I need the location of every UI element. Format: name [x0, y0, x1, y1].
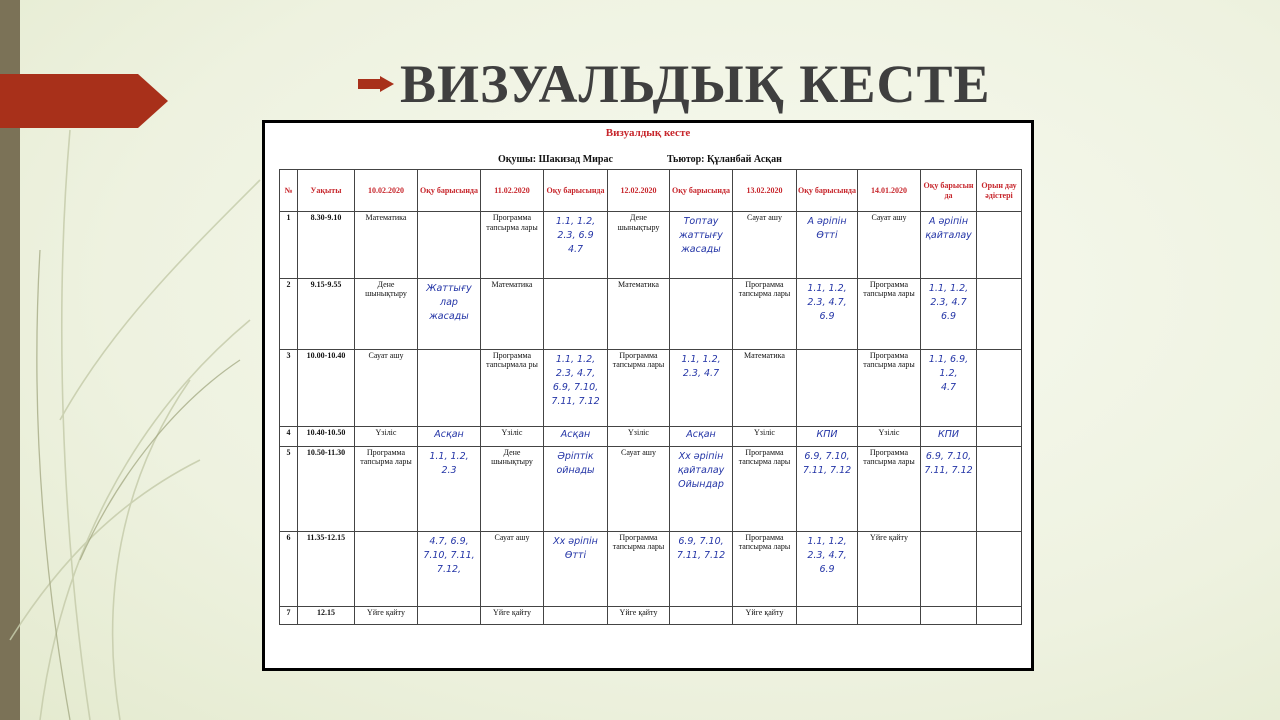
handwritten-note: [545, 280, 606, 282]
column-header: Орын дау әдістері: [977, 170, 1022, 212]
handwritten-note: [798, 351, 856, 353]
progress-note-cell: [921, 426, 977, 446]
handwritten-note: Хх әріпін қайталау Ойындар: [677, 450, 725, 490]
table-header-row: [280, 170, 1022, 212]
row-number: 6: [280, 531, 298, 606]
arrow-bullet-icon: [358, 74, 394, 94]
subject-cell: Программа тапсырма лары: [608, 531, 670, 606]
method-cell: [977, 531, 1022, 606]
subject-cell: [355, 531, 418, 606]
progress-note-cell: [544, 606, 608, 624]
handwritten-note: Асқан: [686, 428, 716, 440]
progress-note-cell: [921, 278, 977, 349]
method-cell: [977, 446, 1022, 531]
column-header: Оқу барысын да: [921, 170, 977, 212]
progress-note-cell: [544, 426, 608, 446]
time-cell: 8.30-9.10: [298, 212, 355, 279]
progress-note-cell: [418, 278, 481, 349]
progress-note-cell: [418, 531, 481, 606]
subject-cell: Математика: [355, 212, 418, 279]
handwritten-note: [419, 213, 479, 215]
progress-note-cell: [921, 531, 977, 606]
title-area: [358, 54, 991, 114]
handwritten-note: Әріптік ойнады: [556, 450, 595, 476]
schedule-document: [262, 120, 1034, 671]
column-header: Оқу барысында: [797, 170, 858, 212]
subject-cell: Программа тапсырма лары: [733, 446, 797, 531]
handwritten-note: Хх әріпін Өтті: [553, 535, 598, 561]
row-number: 7: [280, 606, 298, 624]
handwritten-note: 1.1, 1.2, 2.3, 4.7, 6.9: [807, 535, 847, 575]
handwritten-note: 1.1, 1.2, 2.3, 4.7, 6.9, 7.10, 7.11, 7.12: [551, 353, 600, 407]
progress-note-cell: [921, 349, 977, 426]
subject-cell: Сауат ашу: [481, 531, 544, 606]
progress-note-cell: [544, 278, 608, 349]
table-row: [280, 212, 1022, 279]
handwritten-note: А әріпін Өтті: [807, 216, 847, 241]
document-title: Визуалдық кесте: [605, 127, 691, 139]
column-header: Оқу барысында: [418, 170, 481, 212]
time-cell: 12.15: [298, 606, 355, 624]
column-header: 12.02.2020: [608, 170, 670, 212]
progress-note-cell: [418, 349, 481, 426]
method-cell: [977, 349, 1022, 426]
handwritten-note: [671, 280, 731, 282]
handwritten-note: А әріпін қайталау: [925, 216, 972, 241]
progress-note-cell: [670, 212, 733, 279]
progress-note-cell: [544, 212, 608, 279]
title-arrow-tab: [0, 74, 168, 128]
handwritten-note: 6.9, 7.10, 7.11, 7.12: [802, 450, 852, 476]
row-number: 5: [280, 446, 298, 531]
column-header: 11.02.2020: [481, 170, 544, 212]
subject-cell: Үйге қайту: [481, 606, 544, 624]
progress-note-cell: [418, 426, 481, 446]
handwritten-note: [922, 533, 975, 535]
handwritten-note: 1.1, 1.2, 2.3, 4.7, 6.9: [807, 282, 847, 322]
progress-note-cell: [797, 349, 858, 426]
subject-cell: Программа тапсырма лары: [733, 531, 797, 606]
subject-cell: Сауат ашу: [355, 349, 418, 426]
progress-note-cell: [797, 426, 858, 446]
time-cell: 11.35-12.15: [298, 531, 355, 606]
subject-cell: Сауат ашу: [858, 212, 921, 279]
column-header: Оқу барысында: [670, 170, 733, 212]
method-cell: [977, 606, 1022, 624]
subject-cell: Сауат ашу: [608, 446, 670, 531]
progress-note-cell: [797, 212, 858, 279]
subject-cell: Программа тапсырма лары: [355, 446, 418, 531]
progress-note-cell: [544, 446, 608, 531]
progress-note-cell: [670, 426, 733, 446]
progress-note-cell: [921, 446, 977, 531]
column-header: 14.01.2020: [858, 170, 921, 212]
subject-cell: Программа тапсырма лары: [858, 349, 921, 426]
progress-note-cell: [418, 446, 481, 531]
table-row: [280, 426, 1022, 446]
subject-cell: Сауат ашу: [733, 212, 797, 279]
subject-cell: Программа тапсырма лары: [608, 349, 670, 426]
subject-cell: Программа тапсырмала ры: [481, 349, 544, 426]
subject-cell: Үзіліс: [481, 426, 544, 446]
method-cell: [977, 212, 1022, 279]
handwritten-note: 1.1, 1.2, 2.3: [429, 450, 469, 476]
handwritten-note: КПИ: [938, 428, 959, 440]
subject-cell: Үйге қайту: [355, 606, 418, 624]
table-row: [280, 446, 1022, 531]
handwritten-note: 6.9, 7.10, 7.11, 7.12: [676, 535, 726, 561]
student-label: Оқушы: Шакизад Мирас: [498, 154, 613, 165]
subject-cell: Математика: [481, 278, 544, 349]
time-cell: 10.00-10.40: [298, 349, 355, 426]
column-header: Уақыты: [298, 170, 355, 212]
slide-title: ВИЗУАЛЬДЫҚ КЕСТЕ: [400, 54, 991, 114]
subject-cell: Дене шынықтыру: [355, 278, 418, 349]
subject-cell: Математика: [733, 349, 797, 426]
handwritten-note: Топтау жаттығу жасады: [679, 216, 723, 255]
progress-note-cell: [921, 606, 977, 624]
table-row: [280, 531, 1022, 606]
progress-note-cell: [670, 531, 733, 606]
row-number: 1: [280, 212, 298, 279]
handwritten-note: Жаттығу лар жасады: [426, 282, 472, 322]
progress-note-cell: [544, 531, 608, 606]
column-header: 10.02.2020: [355, 170, 418, 212]
subject-cell: Үзіліс: [608, 426, 670, 446]
subject-cell: Үзіліс: [858, 426, 921, 446]
time-cell: 10.40-10.50: [298, 426, 355, 446]
progress-note-cell: [544, 349, 608, 426]
method-cell: [977, 278, 1022, 349]
column-header: Оқу барысында: [544, 170, 608, 212]
handwritten-note: КПИ: [816, 428, 838, 440]
subject-cell: Үзіліс: [355, 426, 418, 446]
handwritten-note: 1.1, 1.2, 2.3, 4.7: [681, 353, 721, 379]
subject-cell: Программа тапсырма лары: [858, 446, 921, 531]
time-cell: 10.50-11.30: [298, 446, 355, 531]
column-header: №: [280, 170, 298, 212]
progress-note-cell: [797, 446, 858, 531]
handwritten-note: 4.7, 6.9, 7.10, 7.11, 7.12,: [423, 535, 475, 575]
subject-cell: Үйге қайту: [733, 606, 797, 624]
subject-cell: Дене шынықтыру: [481, 446, 544, 531]
row-number: 3: [280, 349, 298, 426]
progress-note-cell: [418, 212, 481, 279]
table-row: [280, 606, 1022, 624]
time-cell: 9.15-9.55: [298, 278, 355, 349]
subject-cell: Үйге қайту: [608, 606, 670, 624]
handwritten-note: Асқан: [560, 428, 591, 440]
row-number: 4: [280, 426, 298, 446]
subject-cell: Дене шынықтыру: [608, 212, 670, 279]
handwritten-note: 6.9, 7.10, 7.11, 7.12: [924, 450, 973, 476]
row-number: 2: [280, 278, 298, 349]
handwritten-note: 1.1, 1.2, 2.3, 4.7 6.9: [928, 282, 969, 322]
method-cell: [977, 426, 1022, 446]
handwritten-note: 1.1, 1.2, 2.3, 6.9 4.7: [555, 216, 596, 255]
tutor-label: Тьютор: Құланбай Асқан: [667, 154, 782, 165]
progress-note-cell: [670, 446, 733, 531]
progress-note-cell: [921, 212, 977, 279]
subject-cell: Программа тапсырма лары: [733, 278, 797, 349]
progress-note-cell: [418, 606, 481, 624]
progress-note-cell: [797, 606, 858, 624]
table-row: [280, 349, 1022, 426]
subject-cell: Үйге қайту: [858, 531, 921, 606]
subject-cell: [858, 606, 921, 624]
subject-cell: Программа тапсырма лары: [858, 278, 921, 349]
table-row: [280, 278, 1022, 349]
progress-note-cell: [670, 278, 733, 349]
subject-cell: Математика: [608, 278, 670, 349]
column-header: 13.02.2020: [733, 170, 797, 212]
schedule-table: [279, 169, 1022, 625]
handwritten-note: Асқан: [434, 428, 464, 440]
handwritten-note: [419, 351, 479, 353]
progress-note-cell: [670, 349, 733, 426]
progress-note-cell: [670, 606, 733, 624]
progress-note-cell: [797, 531, 858, 606]
progress-note-cell: [797, 278, 858, 349]
subject-cell: Үзіліс: [733, 426, 797, 446]
handwritten-note: 1.1, 6.9, 1.2, 4.7: [928, 353, 969, 393]
subject-cell: Программа тапсырма лары: [481, 212, 544, 279]
